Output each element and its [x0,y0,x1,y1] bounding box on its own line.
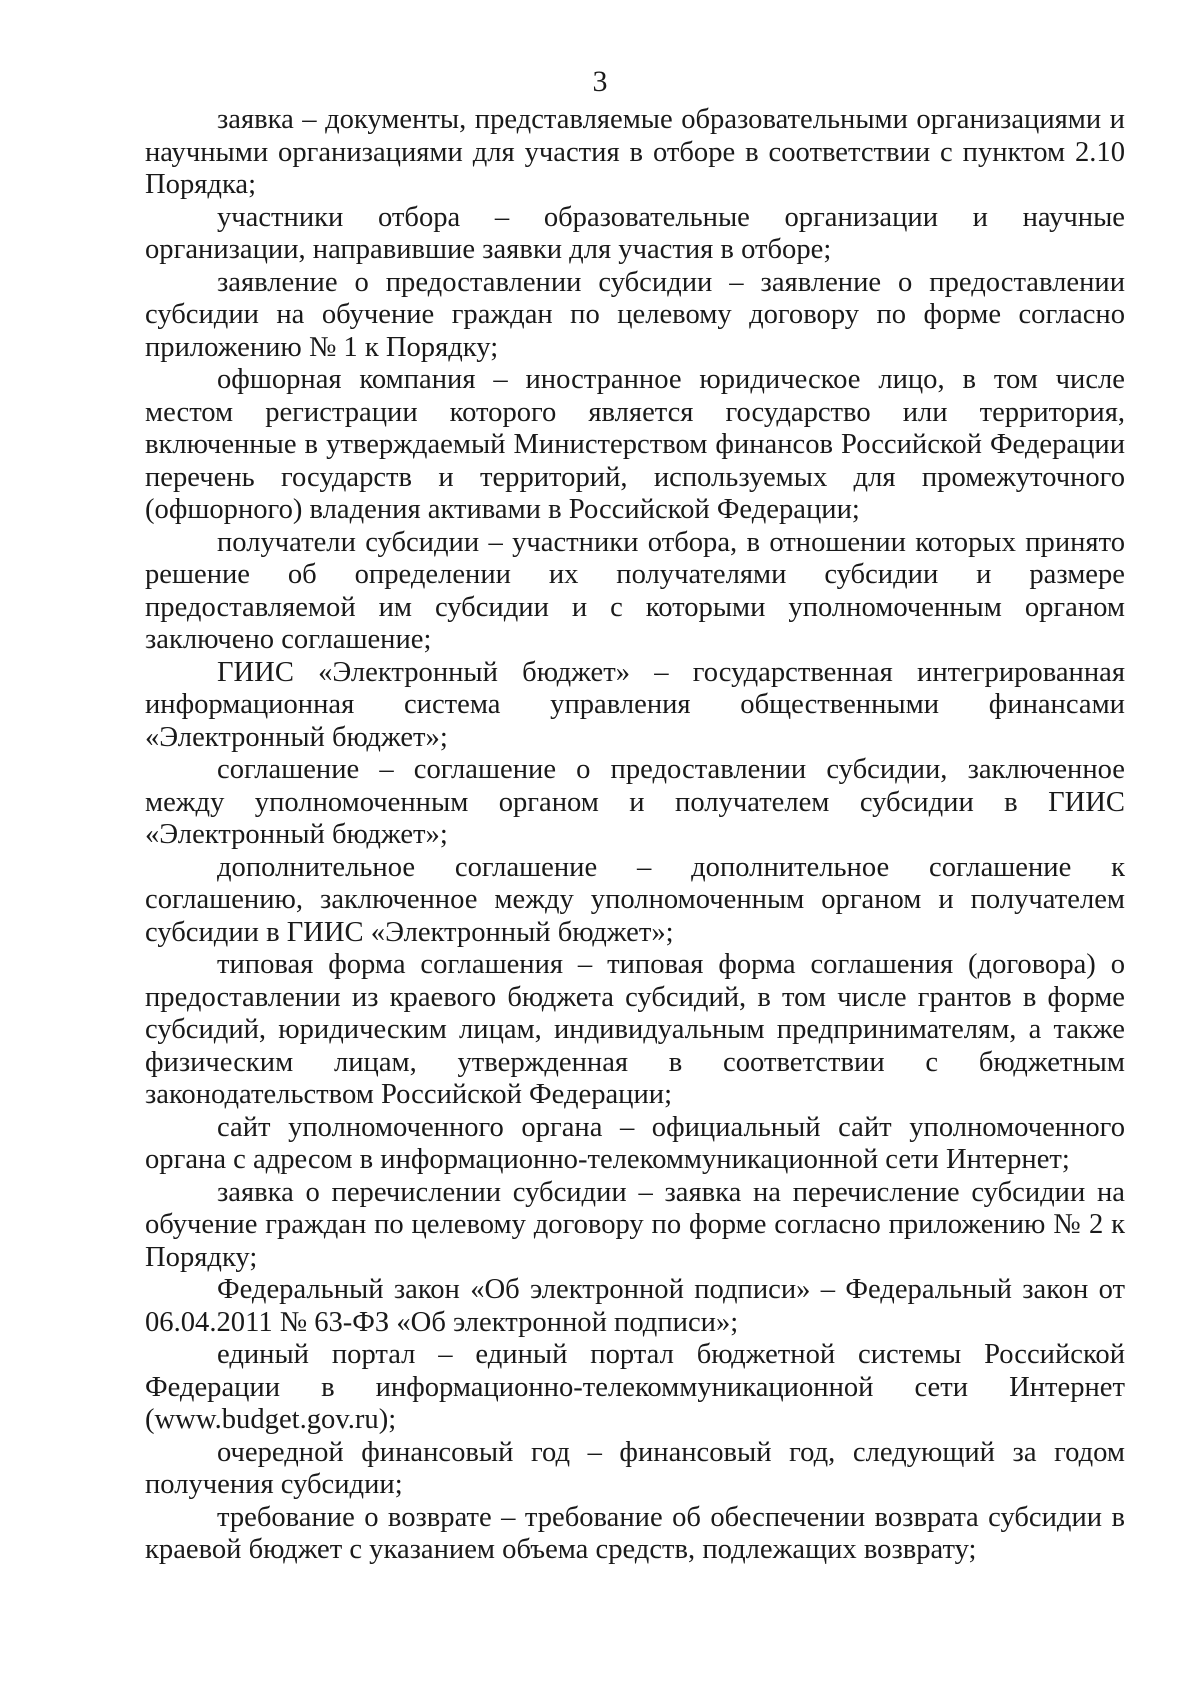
paragraph-zayavka: заявка – документы, представляемые образовательными организациями и научными организациями для участия в отборе в соответствии с пунктом 2.10 Порядка; [145,104,1125,200]
paragraph-sait: сайт уполномоченного органа – официальный сайт уполномоченного органа с адресом в информационно-телекоммуникационной сети Интернет; [145,1111,1125,1175]
paragraph-dopolnitelnoe-soglashenie: дополнительное соглашение – дополнительное соглашение к соглашению, заключенное между уполномоченным органом и получателем субсидии в ГИИС «Электронный бюджет»; [145,851,1125,948]
paragraph-ocherednoy-god: очередной финансовый год – финансовый год, следующий за годом получения субсидии; [145,1436,1125,1500]
paragraph-zayavka-perechislenie: заявка о перечислении субсидии – заявка на перечисление субсидии на обучение граждан по целевому договору по форме согласно приложению № 2 к Порядку; [145,1176,1125,1273]
paragraph-uchastniki-otbora: участники отбора – образовательные организации и научные организации, направившие заявки для участия в отборе; [145,201,1125,265]
paragraph-poluchateli-subsidii: получатели субсидии – участники отбора, в отношении которых принято решение об определении их получателями субсидии и размере предоставляемой им субсидии и с которыми уполномоченным органом заключено соглашение; [145,526,1125,655]
paragraph-zayavlenie: заявление о предоставлении субсидии – заявление о предоставлении субсидии на обучение граждан по целевому договору по форме согласно приложению № 1 к Порядку; [145,266,1125,363]
paragraph-trebovanie-vozvrat: требование о возврате – требование об обеспечении возврата субсидии в краевой бюджет с указанием объема средств, подлежащих возврату; [145,1501,1125,1565]
paragraph-soglashenie: соглашение – соглашение о предоставлении субсидии, заключенное между уполномоченным органом и получателем субсидии в ГИИС «Электронный бюджет»; [145,754,1125,850]
document-body [145,104,1125,1567]
page-number: 3 [592,65,608,98]
paragraph-tipovaya-forma: типовая форма соглашения – типовая форма соглашения (договора) о предоставлении из краевого бюджета субсидий, в том числе грантов в форме субсидий, юридическим лицам, индивидуальным предпринимателям, а также физическим лицам, утвержденная в соответствии с бюджетным законодательством Российской Федерации; [145,949,1125,1110]
paragraph-ofshornaya-kompaniya: офшорная компания – иностранное юридическое лицо, в том числе местом регистрации которого является государство или территория, включенные в утверждаемый Министерством финансов Российской Федерации перечень государств и территорий, используемых для промежуточного (офшорного) владения активами в Российской Федерации; [145,364,1125,525]
paragraph-federalny-zakon: Федеральный закон «Об электронной подписи» – Федеральный закон от 06.04.2011 № 63-ФЗ «Об электронной подписи»; [145,1274,1125,1338]
paragraph-giis: ГИИС «Электронный бюджет» – государственная интегрированная информационная система управления общественными финансами «Электронный бюджет»; [145,656,1125,753]
paragraph-ediny-portal: единый портал – единый портал бюджетной системы Российской Федерации в информационно-телекоммуникационной сети Интернет (www.budget.gov.ru); [145,1339,1125,1435]
